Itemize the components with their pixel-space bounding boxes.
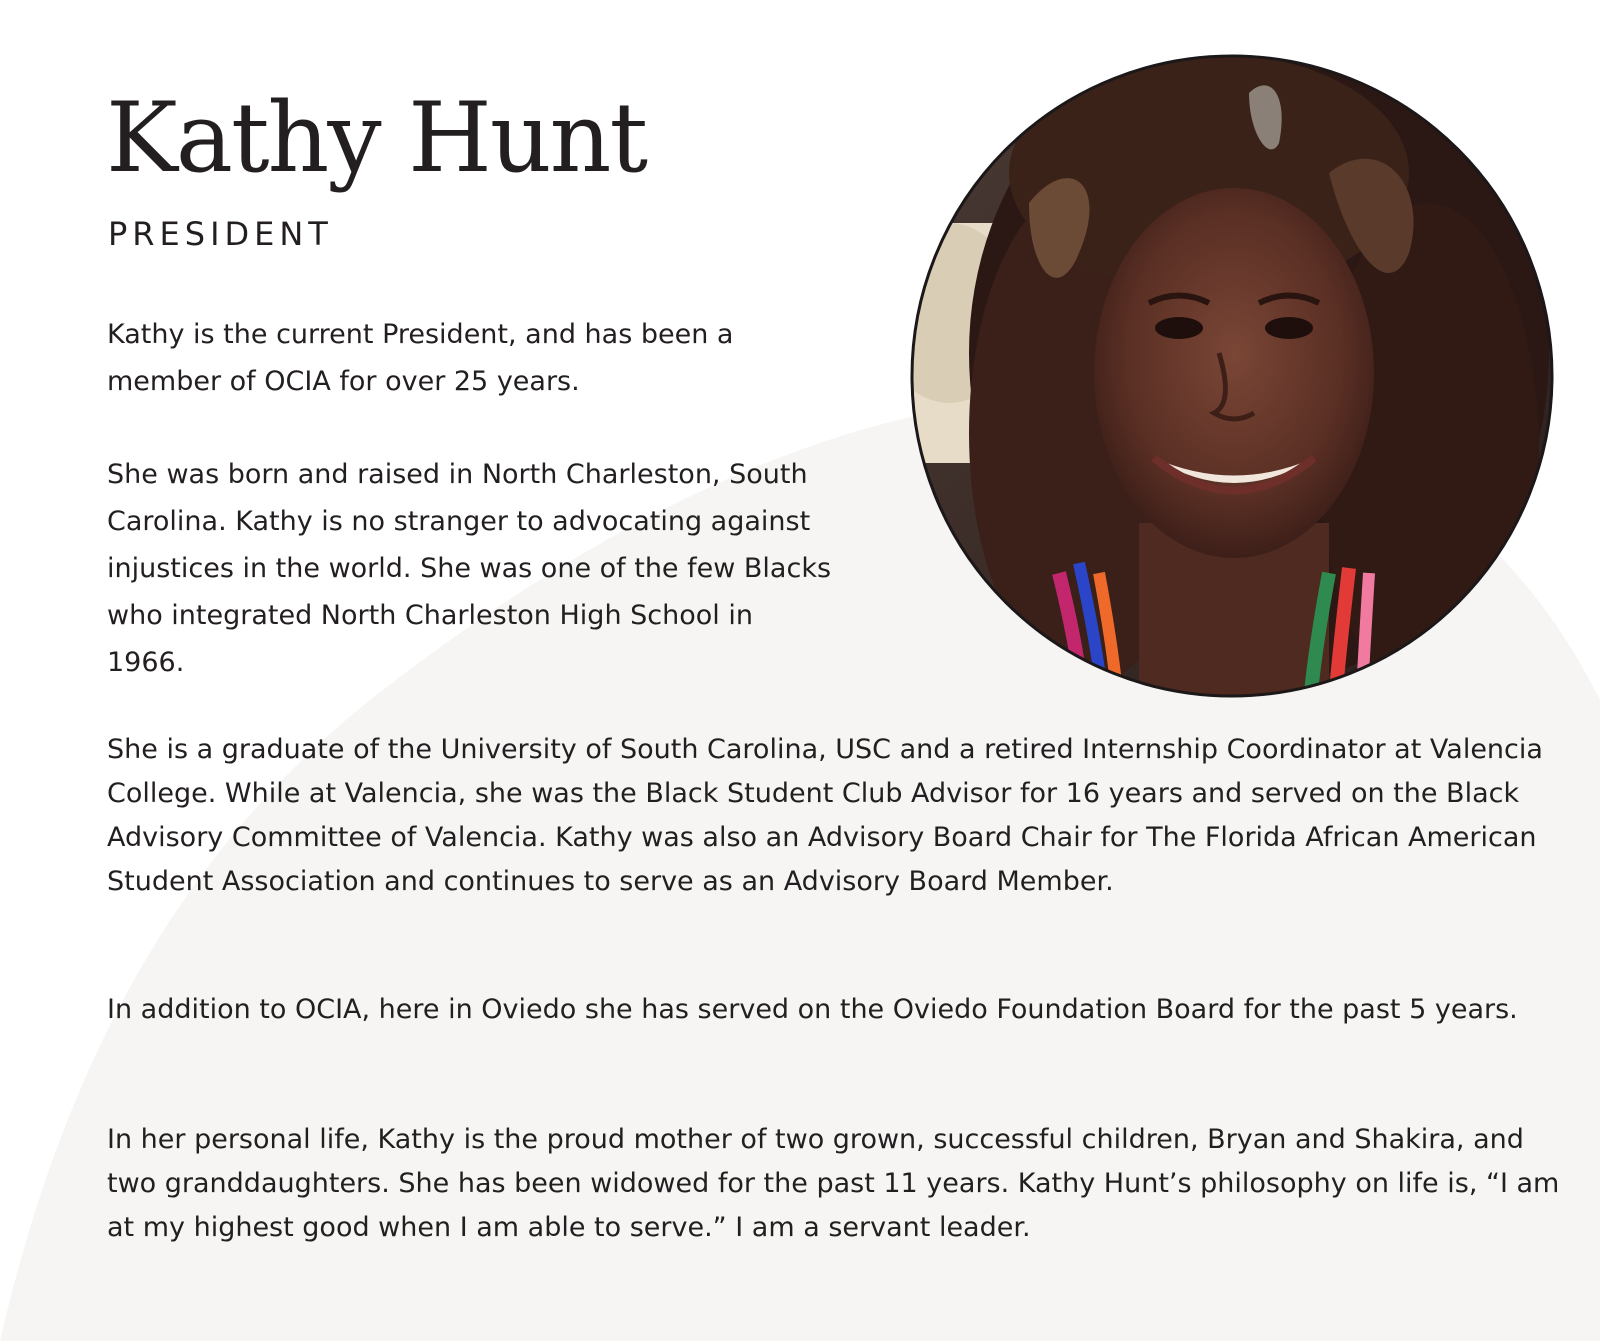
portrait-photo	[909, 53, 1555, 699]
person-name: Kathy Hunt	[106, 82, 647, 194]
bio-paragraph: She was born and raised in North Charleston, South Carolina. Kathy is no stranger to advocating against injustices in the world. She was one of the few Blacks who integrated North Charleston High School in 1966.	[107, 459, 832, 678]
person-title: PRESIDENT	[108, 215, 333, 253]
bio-paragraph: In her personal life, Kathy is the proud mother of two grown, successful children, Bryan and Shakira, and two granddaughters. She has been widowed for the past 11 years. Kathy Hunt’s philosophy on life is, “I am at my highest good when I am able to serve.” I am a servant leader.	[107, 1124, 1560, 1243]
bio-paragraph: She is a graduate of the University of South Carolina, USC and a retired Internship Coordinator at Valencia College. While at Valencia, she was the Black Student Club Advisor for 16 years and served on the Black Advisory Committee of Valencia. Kathy was also an Advisory Board Chair for The Florida African American Student Association and continues to serve as an Advisory Board Member.	[107, 734, 1543, 897]
bio-paragraph: In addition to OCIA, here in Oviedo she has served on the Oviedo Foundation Board for the past 5 years.	[107, 994, 1518, 1025]
bio-paragraph: Kathy is the current President, and has been a member of OCIA for over 25 years.	[107, 319, 734, 397]
